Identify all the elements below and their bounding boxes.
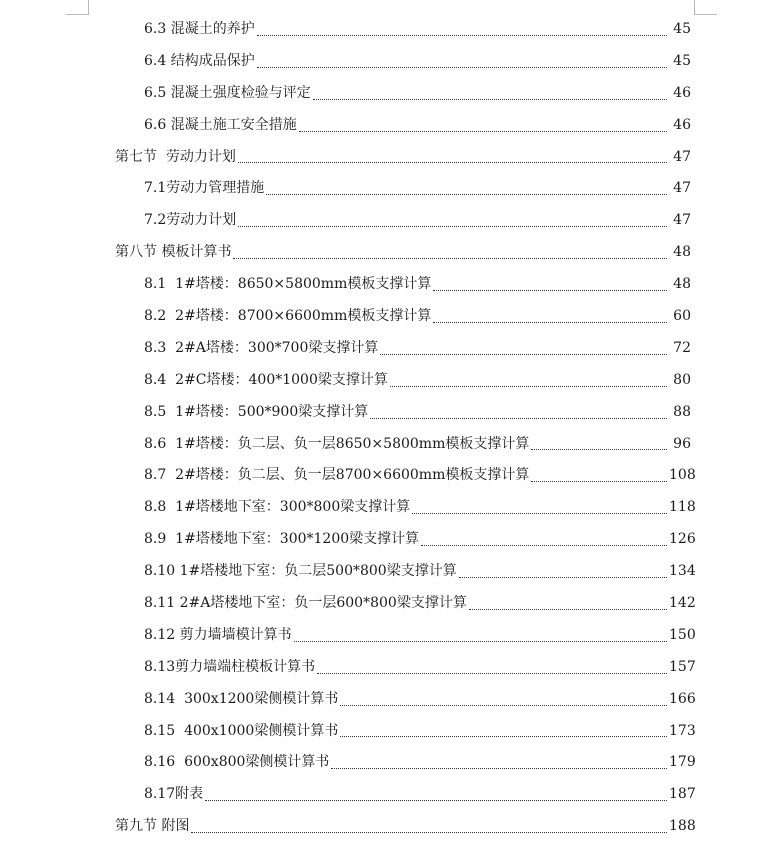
toc-section-entry[interactable] <box>0 236 778 268</box>
toc-subsection-entry[interactable] <box>0 619 778 651</box>
dot-leader <box>233 257 667 259</box>
toc-entry-page-number: 118 <box>669 499 696 516</box>
toc-entry-page-number: 47 <box>673 148 691 165</box>
toc-entry-page-number: 157 <box>669 658 696 675</box>
toc-entry-title: 第八节 模板计算书 <box>115 244 232 261</box>
toc-entry-title: 8.13剪力墙端柱模板计算书 <box>144 658 316 675</box>
toc-entry-page-number: 150 <box>669 626 696 643</box>
toc-entry-page-number: 108 <box>669 467 696 484</box>
toc-entry-title: 8.2 2#塔楼：8700×6600mm模板支撑计算 <box>144 307 432 324</box>
toc-entry-page-number: 96 <box>673 435 691 452</box>
toc-subsection-entry[interactable] <box>0 491 778 523</box>
toc-entry-title: 7.2劳动力计划 <box>144 212 237 229</box>
toc-entry-title: 6.6 混凝土施工安全措施 <box>144 116 297 133</box>
toc-subsection-entry[interactable] <box>0 332 778 364</box>
dot-leader <box>191 831 667 833</box>
dot-leader <box>317 672 667 674</box>
toc-subsection-entry[interactable] <box>0 651 778 683</box>
toc-entry-page-number: 48 <box>673 244 691 261</box>
toc-entry-page-number: 60 <box>673 307 691 324</box>
toc-entry-title: 8.7 2#塔楼：负二层、负一层8700×6600mm模板支撑计算 <box>144 467 530 484</box>
toc-entry-page-number: 188 <box>669 818 696 835</box>
toc-entry-title: 8.8 1#塔楼地下室：300*800梁支撑计算 <box>144 499 411 516</box>
toc-entry-title: 第九节 附图 <box>115 818 190 835</box>
toc-entry-page-number: 166 <box>669 690 696 707</box>
toc-section-entry[interactable] <box>0 141 778 173</box>
toc-subsection-entry[interactable] <box>0 172 778 204</box>
toc-subsection-entry[interactable] <box>0 683 778 715</box>
toc-subsection-entry[interactable] <box>0 204 778 236</box>
toc-entry-title: 8.4 2#C塔楼：400*1000梁支撑计算 <box>144 371 388 388</box>
dot-leader <box>340 735 667 737</box>
toc-subsection-entry[interactable] <box>0 300 778 332</box>
dot-leader <box>459 576 667 578</box>
toc-entry-page-number: 48 <box>673 276 691 293</box>
toc-entry-title: 6.3 混凝土的养护 <box>144 20 255 37</box>
dot-leader <box>380 353 667 355</box>
dot-leader <box>469 608 667 610</box>
toc-entry-title: 8.3 2#A塔楼：300*700梁支撑计算 <box>144 339 379 356</box>
dot-leader <box>238 161 667 163</box>
dot-leader <box>238 225 667 227</box>
dot-leader <box>370 417 667 419</box>
toc-entry-page-number: 187 <box>669 786 696 803</box>
dot-leader <box>433 321 667 323</box>
toc-entry-page-number: 46 <box>673 84 691 101</box>
dot-leader <box>340 704 667 706</box>
toc-entry-page-number: 45 <box>673 20 691 37</box>
toc-subsection-entry[interactable] <box>0 746 778 778</box>
dot-leader <box>331 767 667 769</box>
toc-entry-title: 8.11 2#A塔楼地下室：负一层600*800梁支撑计算 <box>144 594 467 611</box>
toc-entry-page-number: 47 <box>673 180 691 197</box>
dot-leader <box>266 193 667 195</box>
dot-leader <box>433 289 667 291</box>
toc-entry-page-number: 179 <box>669 754 696 771</box>
toc-entry-title: 6.5 混凝土强度检验与评定 <box>144 84 311 101</box>
toc-subsection-entry[interactable] <box>0 45 778 77</box>
toc-entry-page-number: 126 <box>669 531 696 548</box>
toc-subsection-entry[interactable] <box>0 428 778 460</box>
toc-subsection-entry[interactable] <box>0 396 778 428</box>
dot-leader <box>257 34 667 36</box>
toc-entry-title: 8.15 400x1000梁侧模计算书 <box>144 722 339 739</box>
toc-entry-page-number: 47 <box>673 212 691 229</box>
toc-subsection-entry[interactable] <box>0 109 778 141</box>
dot-leader <box>531 448 667 450</box>
toc-subsection-entry[interactable] <box>0 587 778 619</box>
dot-leader <box>412 512 667 514</box>
toc-section-entry[interactable] <box>0 810 778 842</box>
toc-entry-title: 8.9 1#塔楼地下室：300*1200梁支撑计算 <box>144 531 420 548</box>
toc-entry-page-number: 142 <box>669 594 696 611</box>
dot-leader <box>313 98 667 100</box>
toc-entry-title: 第七节 劳动力计划 <box>115 148 236 165</box>
toc-entry-page-number: 46 <box>673 116 691 133</box>
toc-entry-title: 8.16 600x800梁侧模计算书 <box>144 754 330 771</box>
toc-entry-page-number: 173 <box>669 722 696 739</box>
toc-entry-page-number: 134 <box>669 563 696 580</box>
toc-subsection-entry[interactable] <box>0 715 778 747</box>
toc-subsection-entry[interactable] <box>0 778 778 810</box>
dot-leader <box>531 480 667 482</box>
dot-leader <box>205 799 667 801</box>
toc-subsection-entry[interactable] <box>0 13 778 45</box>
toc-subsection-entry[interactable] <box>0 364 778 396</box>
toc-entry-title: 6.4 结构成品保护 <box>144 52 255 69</box>
toc-entry-title: 8.1 1#塔楼：8650×5800mm模板支撑计算 <box>144 276 432 293</box>
toc-subsection-entry[interactable] <box>0 268 778 300</box>
toc-entry-title: 8.17附表 <box>144 786 204 803</box>
dot-leader <box>294 640 667 642</box>
toc-entry-title: 8.10 1#塔楼地下室：负二层500*800梁支撑计算 <box>144 563 457 580</box>
toc-entry-page-number: 72 <box>673 339 691 356</box>
dot-leader <box>421 544 667 546</box>
toc-entry-page-number: 88 <box>673 403 691 420</box>
dot-leader <box>390 385 667 387</box>
dot-leader <box>257 66 667 68</box>
toc-entry-page-number: 80 <box>673 371 691 388</box>
toc-entry-title: 8.14 300x1200梁侧模计算书 <box>144 690 339 707</box>
toc-subsection-entry[interactable] <box>0 77 778 109</box>
toc-entry-title: 8.12 剪力墙墙模计算书 <box>144 626 292 643</box>
toc-subsection-entry[interactable] <box>0 523 778 555</box>
dot-leader <box>299 130 667 132</box>
toc-entry-page-number: 45 <box>673 52 691 69</box>
toc-entry-title: 7.1劳动力管理措施 <box>144 180 265 197</box>
toc-entry-title: 8.5 1#塔楼：500*900梁支撑计算 <box>144 403 369 420</box>
toc-subsection-entry[interactable] <box>0 459 778 491</box>
table-of-contents <box>0 13 778 842</box>
toc-subsection-entry[interactable] <box>0 555 778 587</box>
toc-entry-title: 8.6 1#塔楼：负二层、负一层8650×5800mm模板支撑计算 <box>144 435 530 452</box>
